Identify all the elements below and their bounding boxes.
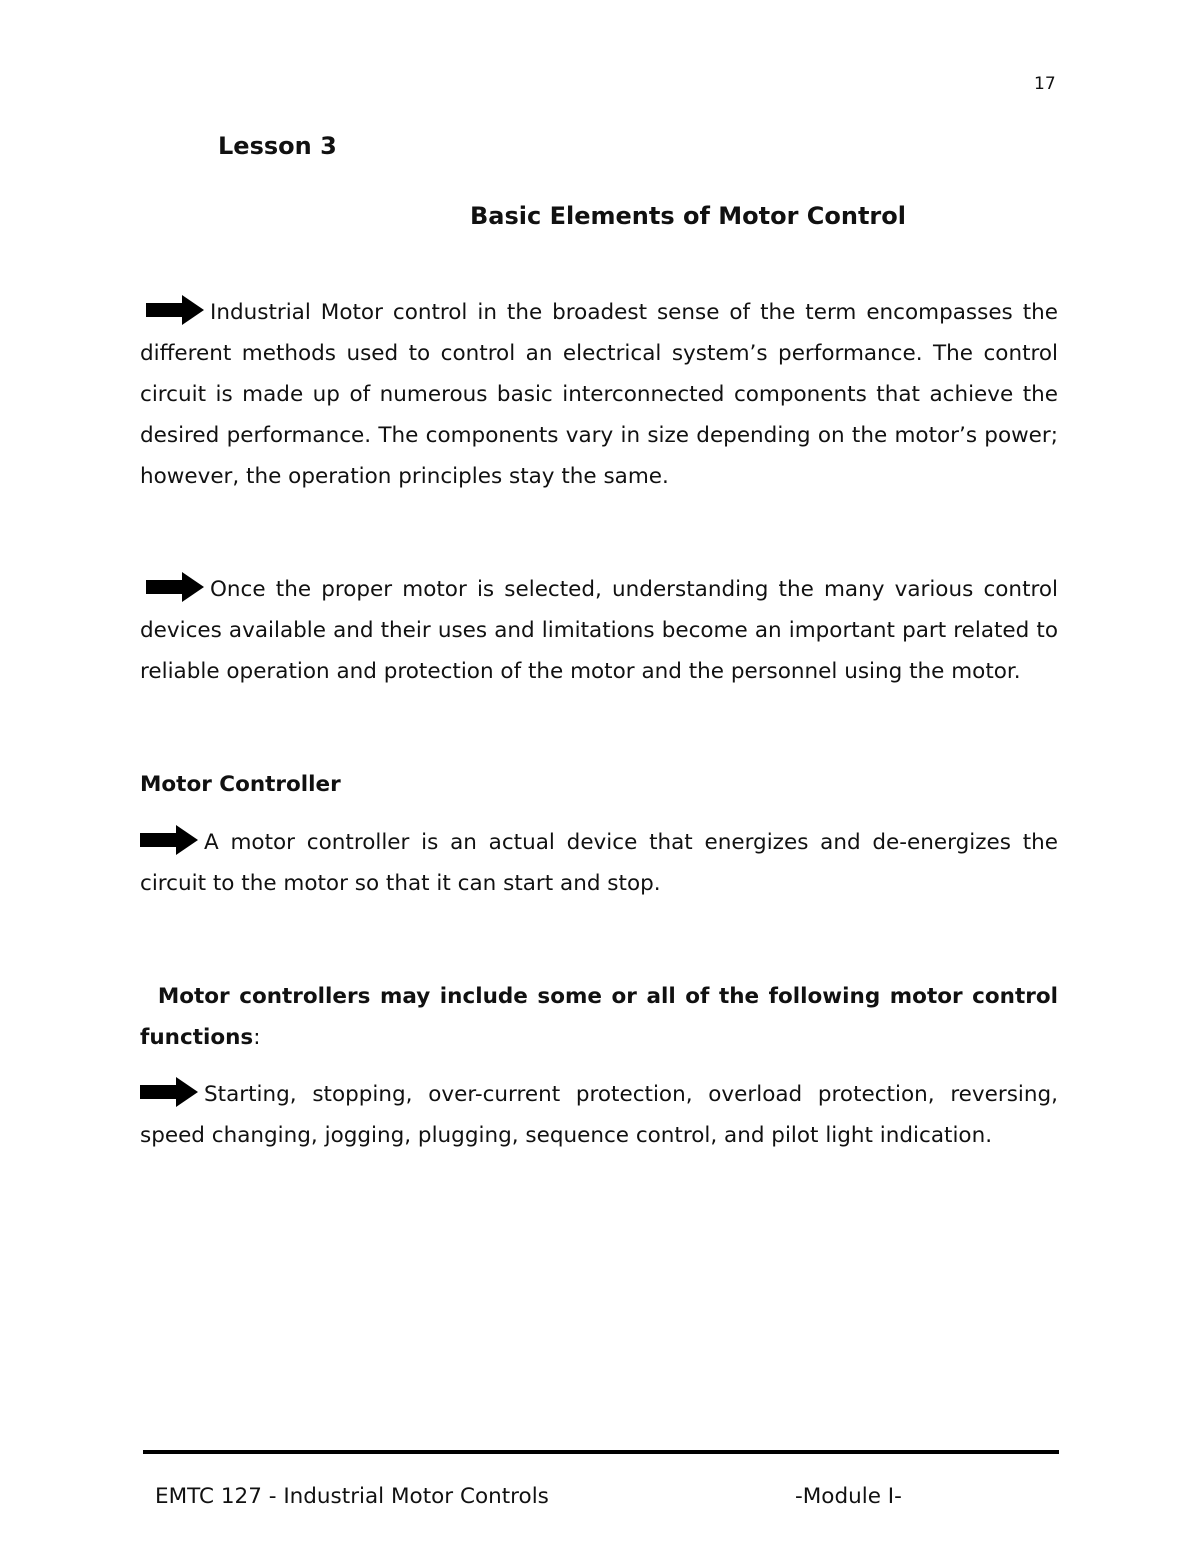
functions-lead-colon: : [253, 1025, 261, 1050]
paragraph-functions-lead [140, 976, 1058, 1058]
footer-module: -Module I- [795, 1484, 902, 1509]
page-title: Basic Elements of Motor Control [470, 202, 906, 230]
section-heading: Motor Controller [140, 772, 341, 797]
footer-rule [143, 1450, 1059, 1454]
paragraph-functions-list [140, 1074, 1058, 1156]
right-arrow-icon [140, 1077, 198, 1107]
paragraph-intro [140, 292, 1058, 497]
paragraph-selection-text: Once the proper motor is selected, understanding the many various control devices available and their uses and limitations become an important part related to reliable operation and protection of the motor and the personnel using the motor. [140, 577, 1058, 684]
paragraph-controller-text: A motor controller is an actual device that energizes and de-energizes the circuit to the motor so that it can start and stop. [140, 830, 1058, 896]
page-number: 17 [1034, 74, 1056, 94]
paragraph-intro-text: Industrial Motor control in the broadest sense of the term encompasses the different methods used to control an electrical system’s performance. The control circuit is made up of numerous basic interconnected components that achieve the desired performance. The components vary in size depending on the motor’s power; however, the operation principles stay the same. [140, 300, 1058, 489]
footer-course: EMTC 127 - Industrial Motor Controls [155, 1484, 549, 1509]
paragraph-functions-list-text: Starting, stopping, over-current protection, overload protection, reversing, speed changing, jogging, plugging, sequence control, and pilot light indication. [140, 1082, 1058, 1148]
paragraph-selection [140, 569, 1058, 692]
functions-lead-bold: Motor controllers may include some or all of the following motor control functions [140, 984, 1059, 1050]
right-arrow-icon [140, 825, 198, 855]
paragraph-controller [140, 822, 1058, 904]
lesson-label: Lesson 3 [218, 132, 337, 160]
right-arrow-icon [146, 295, 204, 325]
right-arrow-icon [146, 572, 204, 602]
